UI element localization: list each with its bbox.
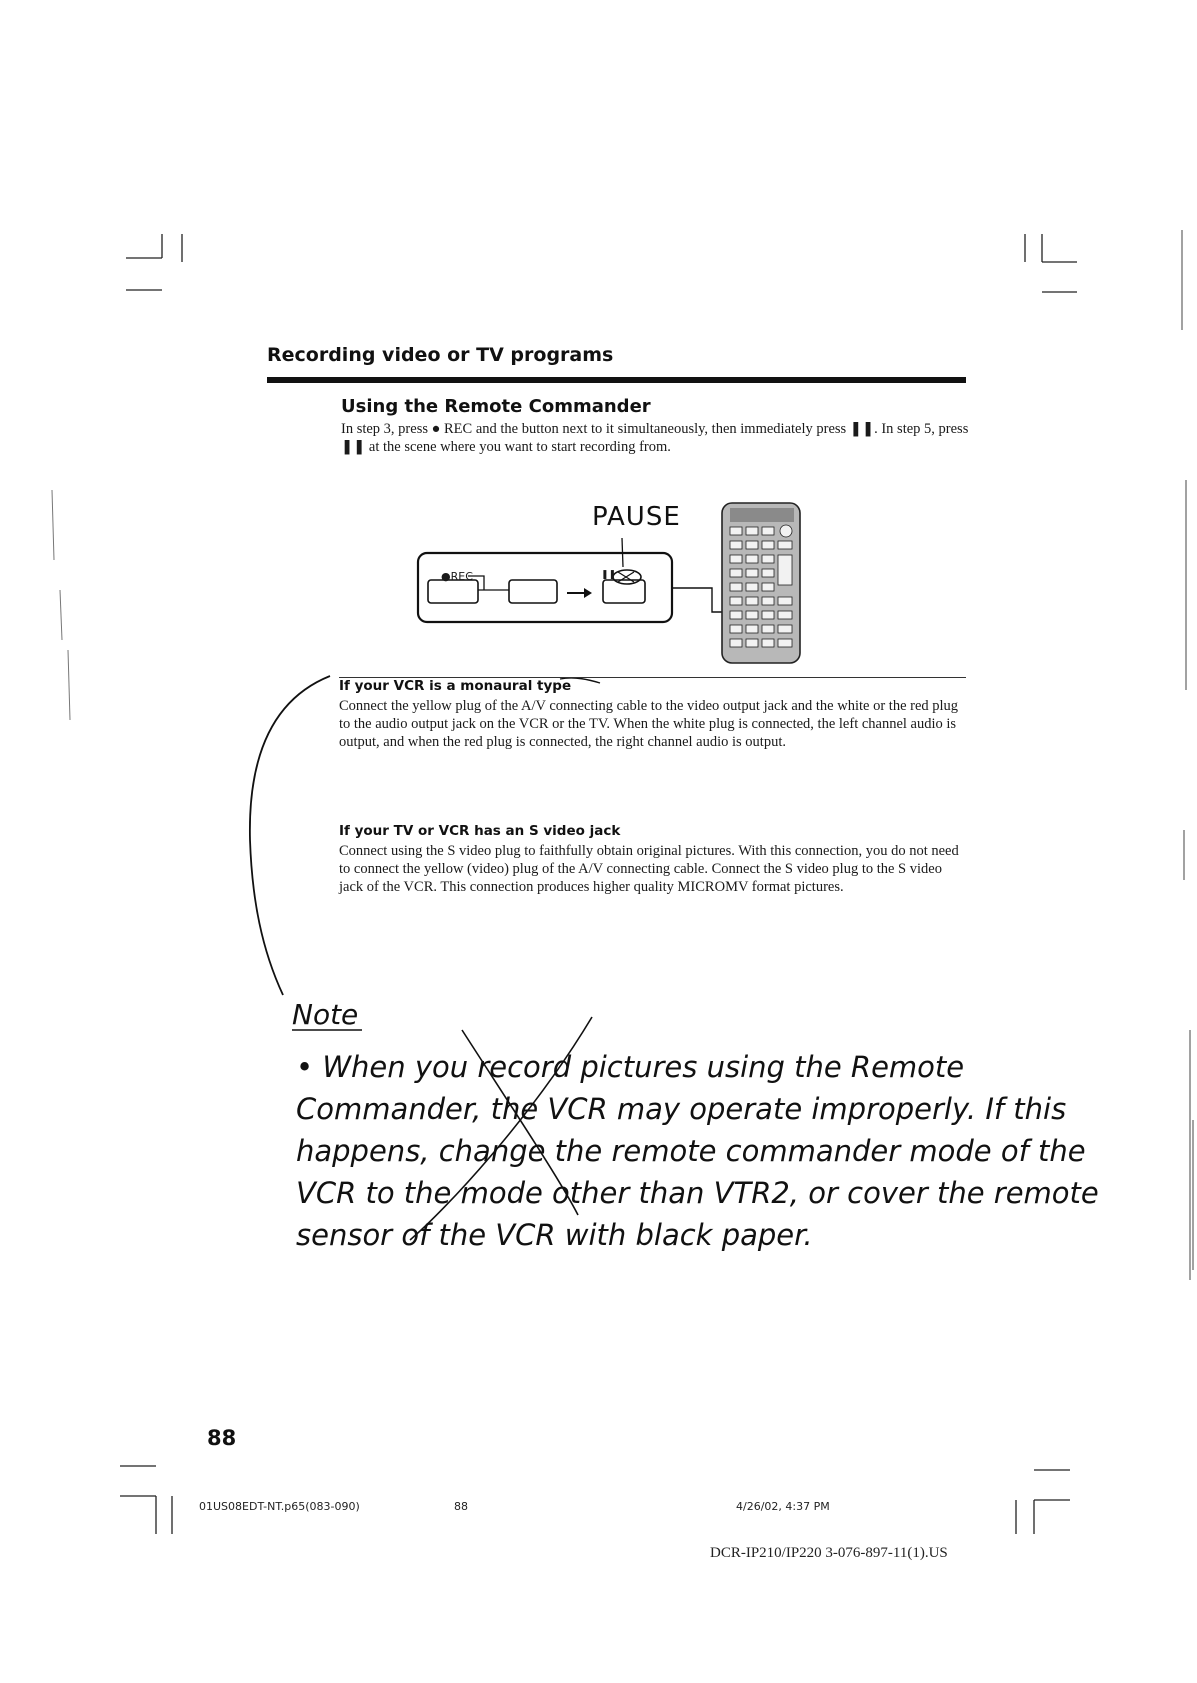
footer-page-ref: 88 [454, 1500, 468, 1513]
s-video-title: If your TV or VCR has an S video jack [339, 823, 621, 839]
rec-button [428, 580, 478, 603]
footer-file-name: 01US08EDT-NT.p65(083-090) [199, 1500, 360, 1513]
note-text: • When you record pictures using the Remote Commander, the VCR may operate improperly. If this happens, change the remote commander mode of the VCR to the mode other than VTR2, or cover the remote sensor of the VCR with black paper. [296, 1050, 1099, 1252]
remote-commander-text: In step 3, press ● REC and the button next to it simultaneously, then immediately press ❚❚. In step 5, press ❚❚ at the scene where you want to start recording from. [341, 421, 969, 455]
pause-button-label: ❚❚ [601, 570, 617, 580]
footer-model: DCR-IP210/IP220 3-076-897-11(1).US [710, 1545, 948, 1561]
section-rule [267, 377, 966, 383]
monaural-text: Connect the yellow plug of the A/V connecting cable to the video output jack and the white or the red plug to the audio output jack on the VCR or the TV. When the white plug is connected, the left channel audio is output, and when the red plug is connected, the right channel audio is output. [339, 698, 959, 750]
pause-label: PAUSE [592, 502, 681, 532]
rec-label: ●REC [441, 570, 473, 583]
remote-commander-title: Using the Remote Commander [341, 396, 651, 417]
section-title: Recording video or TV programs [267, 344, 614, 366]
crop-mark-bottom-left [120, 1466, 172, 1534]
crop-mark-top-left [126, 234, 182, 290]
monaural-title: If your VCR is a monaural type [339, 678, 572, 694]
page-number: 88 [207, 1426, 237, 1450]
footer-timestamp: 4/26/02, 4:37 PM [736, 1500, 830, 1513]
control-box [418, 553, 672, 622]
scan-artifact-left [52, 490, 70, 720]
crop-mark-top-right [1025, 234, 1077, 292]
note-title: Note [292, 998, 359, 1031]
remote-commander-icon [722, 503, 800, 663]
registration-ticks-right [1182, 230, 1193, 1280]
s-video-text: Connect using the S video plug to faithfully obtain original pictures. With this connection, you do not need to connect the yellow (video) plug of the A/V connecting cable. Connect the S video plug to the S video jack of the VCR. This connection produces higher quality MICROMV format pictures. [339, 843, 959, 895]
adjacent-button [509, 580, 557, 603]
handwritten-bracket [250, 676, 330, 995]
crop-mark-bottom-right [1016, 1470, 1070, 1534]
